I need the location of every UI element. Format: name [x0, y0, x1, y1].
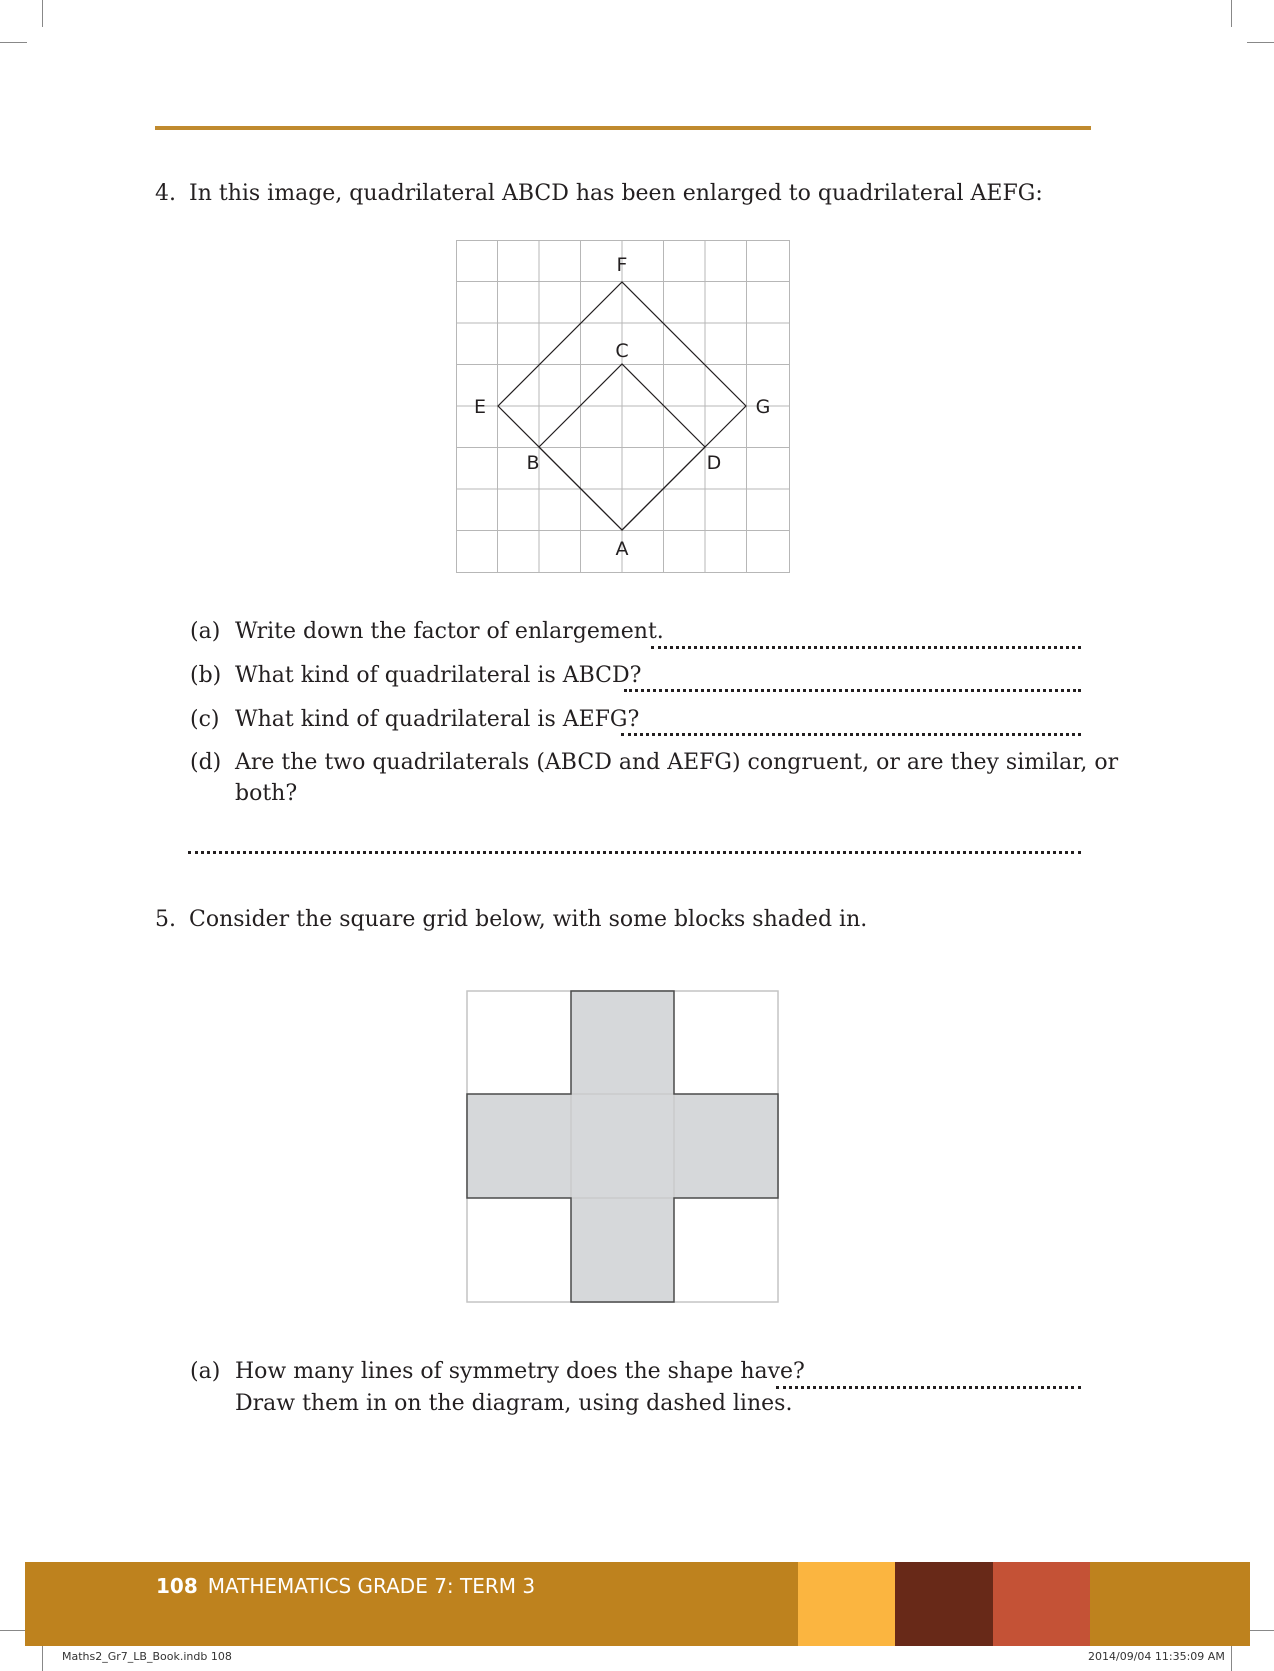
crop-mark	[1231, 1645, 1232, 1671]
label-e: E	[473, 396, 487, 418]
part-text: Are the two quadrilaterals (ABCD and AEFG) congruent, or are they similar, or	[235, 750, 1119, 775]
part-text: Write down the factor of enlargement.	[235, 619, 664, 644]
q5-part-a-continued: Draw them in on the diagram, using dashed lines.	[235, 1391, 793, 1416]
book-title: MATHEMATICS GRADE 7: TERM 3	[207, 1574, 536, 1598]
crop-mark	[0, 1630, 27, 1631]
question-4	[155, 178, 1043, 210]
part-marker: (a)	[190, 1359, 221, 1384]
label-d: D	[706, 452, 722, 474]
page-number: 108	[156, 1574, 198, 1598]
cross-grid-diagram[interactable]	[466, 990, 780, 1303]
answer-line-4d[interactable]	[188, 851, 1081, 854]
part-text: What kind of quadrilateral is AEFG?	[235, 707, 640, 732]
footer-title	[156, 1568, 535, 1604]
answer-line-4a[interactable]	[651, 646, 1081, 649]
crop-mark	[42, 0, 43, 27]
question-number: 5.	[155, 907, 176, 932]
part-text: What kind of quadrilateral is ABCD?	[235, 663, 642, 688]
label-c: C	[615, 340, 629, 362]
crop-mark	[1247, 42, 1274, 43]
q4-part-a	[190, 616, 664, 648]
q4-part-b	[190, 660, 642, 692]
grid	[456, 240, 790, 573]
color-swatch-yellow	[798, 1562, 895, 1646]
q4-part-d	[190, 747, 1119, 779]
header-rule	[155, 126, 1091, 130]
question-text: Consider the square grid below, with some blocks shaded in.	[189, 907, 868, 932]
part-marker: (a)	[190, 619, 221, 644]
label-g: G	[755, 396, 771, 418]
label-f: F	[616, 254, 628, 276]
part-marker: (d)	[190, 750, 222, 775]
crop-mark	[42, 1645, 43, 1671]
answer-line-4c[interactable]	[621, 733, 1081, 736]
label-a: A	[615, 538, 629, 560]
part-text: How many lines of symmetry does the shape have?	[235, 1359, 805, 1384]
file-slug: Maths2_Gr7_LB_Book.indb 108	[62, 1650, 232, 1663]
q4-part-c	[190, 704, 640, 736]
question-number: 4.	[155, 181, 176, 206]
part-marker: (c)	[190, 707, 220, 732]
enlargement-diagram	[456, 240, 790, 573]
crop-mark	[1247, 1630, 1274, 1631]
q4-part-d-continued: both?	[235, 781, 298, 806]
color-swatch-brown	[895, 1562, 993, 1646]
answer-line-5a[interactable]	[776, 1386, 1081, 1389]
answer-line-4b[interactable]	[624, 689, 1081, 692]
label-b: B	[526, 452, 540, 474]
color-swatch-red	[993, 1562, 1090, 1646]
part-marker: (b)	[190, 663, 222, 688]
print-timestamp: 2014/09/04 11:35:09 AM	[1088, 1650, 1225, 1663]
crop-mark	[0, 42, 27, 43]
question-text: In this image, quadrilateral ABCD has been enlarged to quadrilateral AEFG:	[189, 181, 1043, 206]
crop-mark	[1231, 0, 1232, 27]
question-5	[155, 904, 867, 936]
q5-part-a	[190, 1356, 805, 1388]
